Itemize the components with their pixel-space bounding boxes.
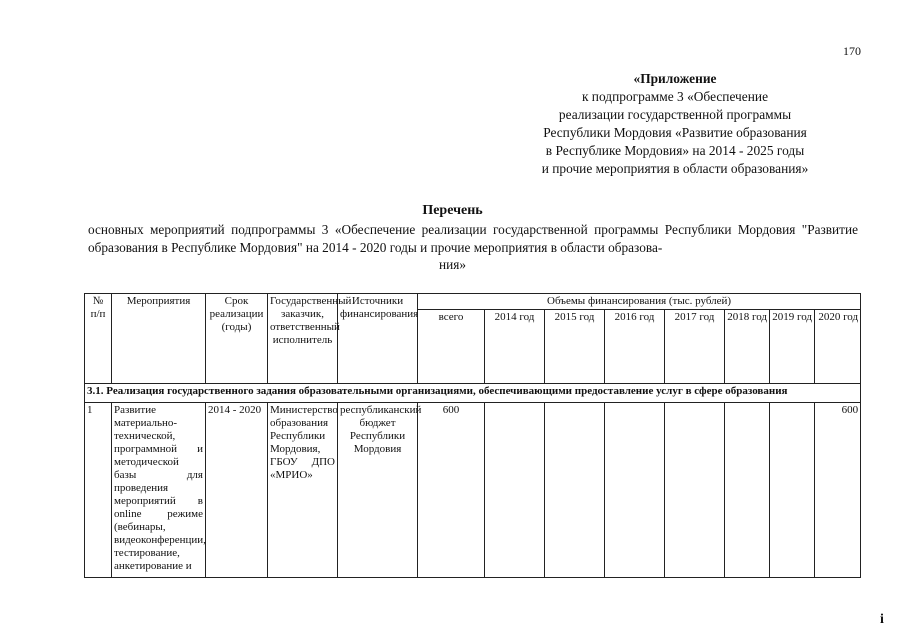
header-year-2016: 2016 год bbox=[605, 310, 665, 384]
header-year-2015: 2015 год bbox=[545, 310, 605, 384]
header-funding: Объемы финансирования (тыс. рублей) bbox=[418, 294, 861, 310]
cell-year-2016 bbox=[605, 403, 665, 578]
cell-period: 2014 - 2020 bbox=[206, 403, 268, 578]
appendix-line: в Республике Мордовия» на 2014 - 2025 годы bbox=[545, 143, 805, 158]
header-total: всего bbox=[418, 310, 485, 384]
table-row bbox=[85, 403, 861, 578]
cell-year-2020: 600 bbox=[815, 403, 861, 578]
corner-mark: i bbox=[880, 612, 884, 627]
cell-total: 600 bbox=[418, 403, 485, 578]
header-customer: Государственный заказчик, ответственный исполнитель bbox=[268, 294, 338, 384]
page-number: 170 bbox=[843, 44, 861, 58]
cell-year-2018 bbox=[725, 403, 770, 578]
document-subtitle-end: ния» bbox=[439, 257, 466, 272]
cell-year-2014 bbox=[485, 403, 545, 578]
header-activities: Мероприятия bbox=[112, 294, 206, 384]
cell-year-2017 bbox=[665, 403, 725, 578]
cell-num: 1 bbox=[85, 403, 112, 578]
appendix-line: и прочие мероприятия в области образования» bbox=[541, 161, 809, 176]
header-num: № п/п bbox=[85, 294, 112, 384]
appendix-block bbox=[495, 70, 855, 178]
header-year-2014: 2014 год bbox=[485, 310, 545, 384]
header-year-2020: 2020 год bbox=[815, 310, 861, 384]
section-heading: 3.1. Реализация государственного задания образовательными организациями, обеспечивающими предоставление услуг в сфере образования bbox=[85, 384, 861, 403]
header-period: Срок реализации (годы) bbox=[206, 294, 268, 384]
appendix-line: реализации государственной программы bbox=[558, 107, 792, 122]
cell-customer: Министерство образования Республики Мордовия, ГБОУ ДПО «МРИО» bbox=[268, 403, 338, 578]
cell-year-2015 bbox=[545, 403, 605, 578]
document-title: Перечень bbox=[422, 203, 483, 218]
cell-source: республиканский бюджет Республики Мордовия bbox=[338, 403, 418, 578]
appendix-line: к подпрограмме 3 «Обеспечение bbox=[581, 89, 769, 104]
appendix-heading: «Приложение bbox=[633, 71, 717, 86]
document-subtitle: основных мероприятий подпрограммы 3 «Обеспечение реализации государственной программы Республики Мордовия "Развитие образования в Республике Мордовия" на 2014 - 2020 годы и прочие мероприятия в области образова- bbox=[88, 222, 858, 255]
header-year-2019: 2019 год bbox=[770, 310, 815, 384]
header-year-2017: 2017 год bbox=[665, 310, 725, 384]
header-sources: Источники финансирования bbox=[338, 294, 418, 384]
cell-year-2019 bbox=[770, 403, 815, 578]
cell-activity: Развитие материально-технической, программной и методической базы для проведения мероприятий в online режиме (вебинары, видеоконференции, тестирование, анкетирование и bbox=[112, 403, 206, 578]
appendix-line: Республики Мордовия «Развитие образования bbox=[543, 125, 807, 140]
activities-table bbox=[84, 293, 861, 578]
header-year-2018: 2018 год bbox=[725, 310, 770, 384]
